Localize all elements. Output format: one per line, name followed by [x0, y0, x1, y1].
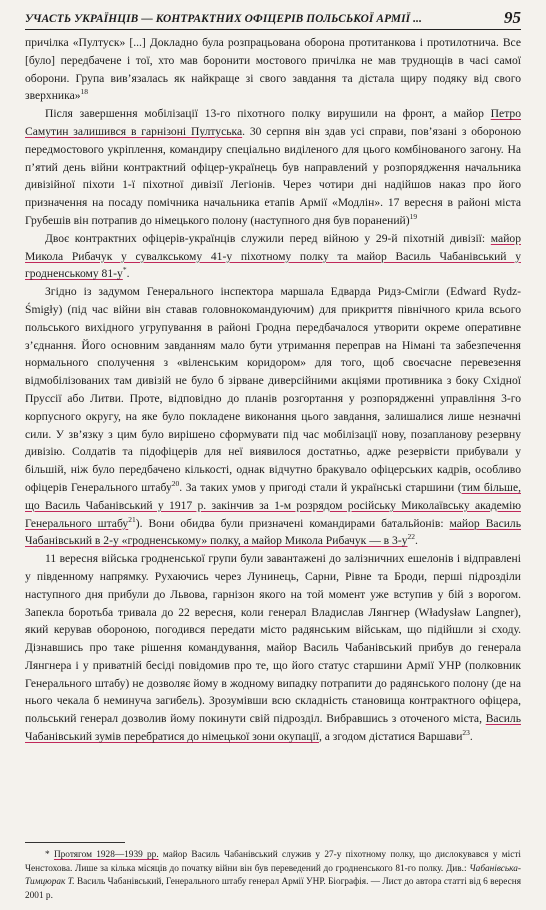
paragraph	[25, 550, 521, 746]
note-reference: 20	[171, 479, 180, 489]
note-reference: *	[122, 265, 127, 275]
paragraph	[25, 34, 521, 105]
paragraph	[25, 230, 521, 283]
text-run: Після завершення мобілізації 13-го піхотного полку вирушили на фронт, а майор	[45, 107, 491, 121]
page-header	[25, 7, 521, 31]
underlined-text: Протягом 1928—1939 рр.	[53, 850, 159, 860]
text-run: .	[415, 534, 418, 548]
note-reference: 23	[462, 728, 470, 738]
note-reference: 18	[80, 87, 89, 97]
note-reference: 22	[407, 532, 416, 542]
note-reference: 19	[409, 212, 418, 222]
text-run: майор Василь Чабанівський служив у 27-у піхотному полку, що дислокувався у місті Ченстохова. Лише за кілька місяців до початку війни він був переведений до гродненського 81-го полку. Див.:	[25, 850, 521, 874]
running-title: УЧАСТЬ УКРАЇНЦІВ — КОНТРАКТНИХ ОФІЦЕРІВ ПОЛЬСЬКОЇ АРМІЇ ...	[25, 13, 422, 25]
text-run: .	[126, 267, 130, 281]
text-run: , а згодом дістатися Варшави	[318, 730, 463, 744]
underlined-text: Петро Самутин залишився в гарнізоні Пултуська	[25, 107, 521, 138]
paragraph	[25, 283, 521, 550]
main-text	[25, 34, 521, 746]
footnote-rule	[25, 842, 125, 843]
text-run: *	[45, 850, 54, 860]
text-run: Двоє контрактних офіцерів-українців служили перед війною у 29-й піхотній дивізії:	[45, 231, 491, 245]
footnote-text	[25, 849, 521, 903]
text-run: 11 вересня війська гродненської групи були завантажені до залізничних ешелонів і відправлені у південному напрямку. Рухаючись через Лунинець, Сарни, Рівне та Броди, перші підрозділи наступного дня прибули до Львова, гарнізон якого на той момент уже вступив у бій з ворогом. Запекла боротьба тривала до 22 вересня, коли генерал Владислав Лянгнер (Władysław Langner), який керував обороною, погодився передати місто радянським військам, що підійшли зі сходу. Дізнавшись про таке рішення командування, майор Василь Чабанівський прибув до генерала Лянгнера і у приватній бесіді повідомив про те, що його статус старшини Армії УНР (полковник Генерального штабу) не дозволяє йому в жодному випадку потрапити до радянського полону (де на нього чекала б неминуча загибель). Зрозумівши всю складність становища контрактного офіцера, польський генерал дозволив йому покинути свій підрозділ. Вибравшись з оточеного міста,	[25, 552, 521, 726]
italic-text: Чабанівська-Тимцюрак Т.	[25, 863, 521, 888]
page-number: 95	[504, 8, 521, 27]
underlined-text: тим більше, що Василь Чабанівський у 1917 р. закінчив за 1-м розрядом російську Миколаївську академію Генерального штабу	[25, 480, 521, 530]
paragraph	[25, 105, 521, 230]
text-run: Згідно із задумом Генерального інспектора маршала Едварда Ридз-Смігли (Edward Rydz-Śmigły) (під час війни він ставав головнокомандуючим) для прикриття північного крила всього польського вихідного угрупування в районі Гродна передбачалося утворити окреме оперативне з’єднання. Його основним завданням мало бути утримання переправ на Німані та забезпечення нормального сполучення з «віленським коридором» для того, щоб своєчасне перевезення відмобілізованих там дивізій не було б зірване диверсійними акціями противника з боку Східної Пруссії або Литви. Проте, відповідно до планів розгортання у розпорядженні управління 3-го корпусного округу, на яке було покладене виконання цього завдання, залишалися лише незначні сили. У зв’язку з цим було вирішено сформувати під час мобілізації нову, позапланову резервну дивізію. Солдатів та підофіцерів для неї виявилося достатньо, адже резервісти прибували у більшій, ніж було передбачено кількості, однак відчутно бракувало офіцерських кадрів, особливо офіцерів Генерального штабу	[25, 285, 521, 494]
footnote	[25, 849, 521, 903]
underlined-text: Василь Чабанівський зумів перебратися до німецької зони окупації	[25, 712, 521, 744]
text-run: Василь Чабанівський, Генерального штабу генерал Армії УНР. Біографія. — Лист до автора статті від 6 вересня 2001 р.	[25, 877, 521, 901]
underlined-text: майор Микола Рибачук у сувалкському 41-у піхотному полку та майор Василь Чабанівський у гродненському 81-у	[25, 231, 521, 281]
text-run: . 30 серпня він здав усі справи, пов’язані з обороною передмостового укріплення, командиру спеціально виділеного для цього комбінованого загону. На п’ятий день війни контрактний офіцер-українець був направлений у розпорядження начальника дивізійної піхоти 1-ї піхотної дивізії Легіонів. Через чотири дні надійшов наказ про його призначення на посаду помічника начальника етапів Армії «Модлін». 17 вересня в районі міста Грубешів він потрапив до німецького полону (наступного дня був поранений)	[25, 124, 521, 227]
note-reference: 21	[128, 514, 136, 524]
text-run: . За таких умов у пригоді стали й українські старшини (	[179, 480, 462, 494]
text-run: причілка «Пултуск» [...] Докладно була розпрацьована оборона протитанкова і протилотнича. Все [було] передбачене і тої, хто мав боронити мостового причілка не мав труднощів в часі самої оборони. Група вив’язалась як найкраще зі свого завдання та дістала щиру подяку від свого зверхника»	[25, 36, 521, 103]
text-run: ). Вони обидва були призначені командирами батальйонів:	[135, 516, 450, 530]
text-run: .	[469, 730, 473, 744]
header-rule	[25, 29, 521, 30]
underlined-text: майор Василь Чабанівський в 2-у «гродненському» полку, а майор Микола Рибачук — в 3-у	[25, 516, 521, 548]
